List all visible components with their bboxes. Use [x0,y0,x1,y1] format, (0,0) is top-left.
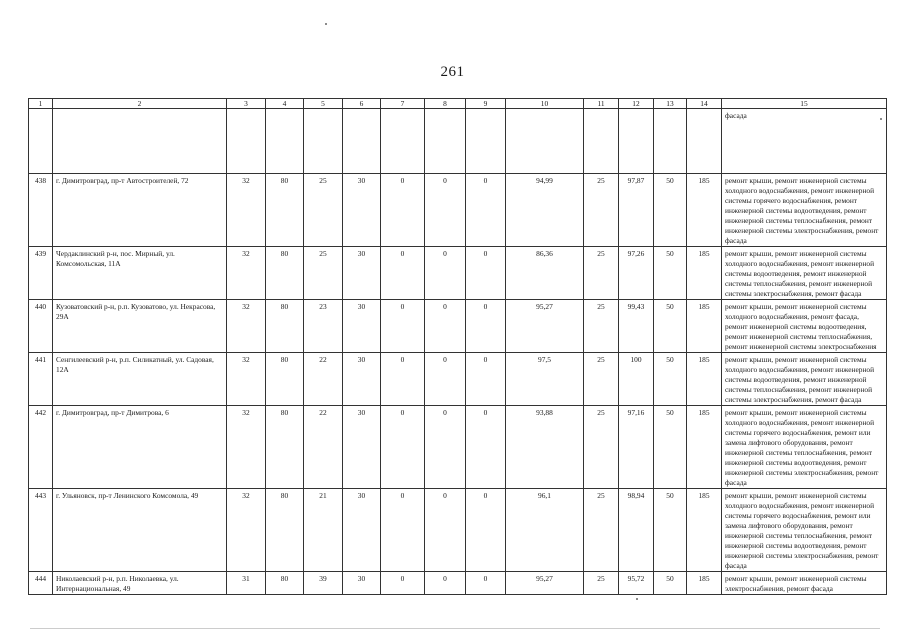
empty-cell [506,109,584,174]
value-cell: 30 [343,353,381,406]
column-number-row [29,99,887,109]
works-cell: ремонт крыши, ремонт инженерной системы холодного водоснабжения, ремонт инженерной системы водоотведения, ремонт инженерной системы теплоснабжения, ремонт инженерной системы электроснабжения, ремонт фасада [722,353,887,406]
empty-cell [425,109,466,174]
empty-cell [53,109,227,174]
value-cell: 0 [381,406,425,489]
empty-cell [654,109,687,174]
value-cell: 0 [425,247,466,300]
column-header: 12 [619,99,654,109]
works-cell: ремонт крыши, ремонт инженерной системы холодного водоснабжения, ремонт инженерной системы горячего водоснабжения, ремонт или замена лифтового оборудования, ремонт инженерной системы теплоснабжения, ремонт инженерной системы водоотведения, ремонт инженерной системы электроснабжения, ремонт фасада [722,489,887,572]
value-cell: 95,27 [506,572,584,595]
value-cell: 0 [381,300,425,353]
value-cell: 22 [304,406,343,489]
value-cell: 30 [343,174,381,247]
value-cell: 86,36 [506,247,584,300]
table-row [29,572,887,595]
value-cell: 97,16 [619,406,654,489]
table-row [29,247,887,300]
value-cell: 0 [425,353,466,406]
value-cell: 32 [227,247,266,300]
works-cell: ремонт крыши, ремонт инженерной системы холодного водоснабжения, ремонт инженерной системы водоотведения, ремонт инженерной системы теплоснабжения, ремонт инженерной системы электроснабжения, ремонт фасада [722,247,887,300]
value-cell: 95,27 [506,300,584,353]
value-cell: 30 [343,406,381,489]
value-cell: 0 [425,489,466,572]
table-row [29,406,887,489]
address-cell: Чердаклинский р-н, пос. Мирный, ул. Комсомольская, 11А [53,247,227,300]
row-number-cell: 440 [29,300,53,353]
value-cell: 185 [687,572,722,595]
value-cell: 95,72 [619,572,654,595]
scan-speck [325,23,327,25]
column-header: 13 [654,99,687,109]
value-cell: 80 [266,174,304,247]
value-cell: 0 [466,300,506,353]
value-cell: 96,1 [506,489,584,572]
row-number-cell: 444 [29,572,53,595]
value-cell: 50 [654,247,687,300]
value-cell: 30 [343,489,381,572]
value-cell: 25 [584,247,619,300]
value-cell: 25 [584,572,619,595]
table-row [29,489,887,572]
column-header: 8 [425,99,466,109]
repair-register-table [28,98,887,595]
value-cell: 25 [584,406,619,489]
works-cell: ремонт крыши, ремонт инженерной системы холодного водоснабжения, ремонт инженерной системы горячего водоснабжения, ремонт инженерной системы водоотведения, ремонт инженерной системы теплоснабжения, ремонт инженерной системы электроснабжения, ремонт фасада [722,174,887,247]
empty-cell [687,109,722,174]
value-cell: 185 [687,353,722,406]
value-cell: 0 [381,572,425,595]
value-cell: 93,88 [506,406,584,489]
column-header: 11 [584,99,619,109]
value-cell: 0 [466,247,506,300]
empty-cell [343,109,381,174]
works-cell: ремонт крыши, ремонт инженерной системы холодного водоснабжения, ремонт инженерной системы горячего водоснабжения, ремонт или замена лифтового оборудования, ремонт инженерной системы теплоснабжения, ремонт инженерной системы водоотведения, ремонт инженерной системы электроснабжения, ремонт фасада [722,406,887,489]
value-cell: 50 [654,174,687,247]
value-cell: 25 [304,174,343,247]
column-header: 3 [227,99,266,109]
value-cell: 185 [687,406,722,489]
value-cell: 22 [304,353,343,406]
value-cell: 32 [227,406,266,489]
page-number: 261 [440,64,465,80]
value-cell: 25 [584,489,619,572]
column-header: 15 [722,99,887,109]
value-cell: 185 [687,174,722,247]
value-cell: 31 [227,572,266,595]
column-header: 7 [381,99,425,109]
value-cell: 100 [619,353,654,406]
value-cell: 21 [304,489,343,572]
address-cell: г. Димитровград, пр-т Автостроителей, 72 [53,174,227,247]
table-row [29,174,887,247]
value-cell: 0 [466,572,506,595]
empty-cell [584,109,619,174]
column-header: 9 [466,99,506,109]
value-cell: 185 [687,300,722,353]
value-cell: 0 [381,353,425,406]
value-cell: 80 [266,300,304,353]
value-cell: 97,87 [619,174,654,247]
value-cell: 0 [466,174,506,247]
column-header: 6 [343,99,381,109]
value-cell: 0 [425,406,466,489]
table-row [29,300,887,353]
value-cell: 32 [227,353,266,406]
works-cell: ремонт крыши, ремонт инженерной системы холодного водоснабжения, ремонт фасада, ремонт инженерной системы водоотведения, ремонт инженерной системы теплоснабжения, ремонт инженерной системы электроснабжения [722,300,887,353]
value-cell: 97,5 [506,353,584,406]
value-cell: 25 [584,174,619,247]
value-cell: 0 [466,353,506,406]
value-cell: 80 [266,572,304,595]
empty-cell [227,109,266,174]
value-cell: 25 [584,353,619,406]
row-number-cell: 442 [29,406,53,489]
value-cell: 0 [425,174,466,247]
empty-cell [304,109,343,174]
value-cell: 94,99 [506,174,584,247]
value-cell: 0 [466,489,506,572]
address-cell: г. Димитровград, пр-т Димитрова, 6 [53,406,227,489]
value-cell: 80 [266,406,304,489]
scan-speck [880,118,882,120]
scan-edge-line [30,628,880,629]
continuation-row [29,109,887,174]
value-cell: 32 [227,300,266,353]
column-header: 1 [29,99,53,109]
value-cell: 0 [381,489,425,572]
row-number-cell: 439 [29,247,53,300]
empty-cell [29,109,53,174]
value-cell: 185 [687,489,722,572]
row-number-cell: 438 [29,174,53,247]
value-cell: 50 [654,572,687,595]
value-cell: 0 [381,247,425,300]
value-cell: 80 [266,353,304,406]
value-cell: 25 [304,247,343,300]
column-header: 5 [304,99,343,109]
value-cell: 80 [266,489,304,572]
value-cell: 80 [266,247,304,300]
empty-cell [381,109,425,174]
value-cell: 0 [381,174,425,247]
address-cell: г. Ульяновск, пр-т Ленинского Комсомола, 49 [53,489,227,572]
row-number-cell: 441 [29,353,53,406]
address-cell: Николаевский р-н, р.п. Николаевка, ул. Интернациональная, 49 [53,572,227,595]
column-header: 14 [687,99,722,109]
address-cell: Кузоватовский р-н, р.п. Кузоватово, ул. Некрасова, 29А [53,300,227,353]
value-cell: 32 [227,489,266,572]
works-cell: ремонт крыши, ремонт инженерной системы электроснабжения, ремонт фасада [722,572,887,595]
value-cell: 185 [687,247,722,300]
scan-speck [636,598,638,600]
value-cell: 39 [304,572,343,595]
column-header: 10 [506,99,584,109]
value-cell: 25 [584,300,619,353]
address-cell: Сенгилеевский р-н, р.п. Силикатный, ул. Садовая, 12А [53,353,227,406]
value-cell: 50 [654,406,687,489]
value-cell: 0 [425,572,466,595]
value-cell: 50 [654,489,687,572]
empty-cell [466,109,506,174]
value-cell: 50 [654,300,687,353]
value-cell: 0 [466,406,506,489]
value-cell: 97,26 [619,247,654,300]
row-number-cell: 443 [29,489,53,572]
table-row [29,353,887,406]
empty-cell [266,109,304,174]
value-cell: 0 [425,300,466,353]
value-cell: 99,43 [619,300,654,353]
value-cell: 32 [227,174,266,247]
value-cell: 30 [343,247,381,300]
value-cell: 98,94 [619,489,654,572]
empty-cell [619,109,654,174]
value-cell: 50 [654,353,687,406]
value-cell: 23 [304,300,343,353]
works-cell: фасада [722,109,887,174]
column-header: 2 [53,99,227,109]
value-cell: 30 [343,572,381,595]
column-header: 4 [266,99,304,109]
value-cell: 30 [343,300,381,353]
